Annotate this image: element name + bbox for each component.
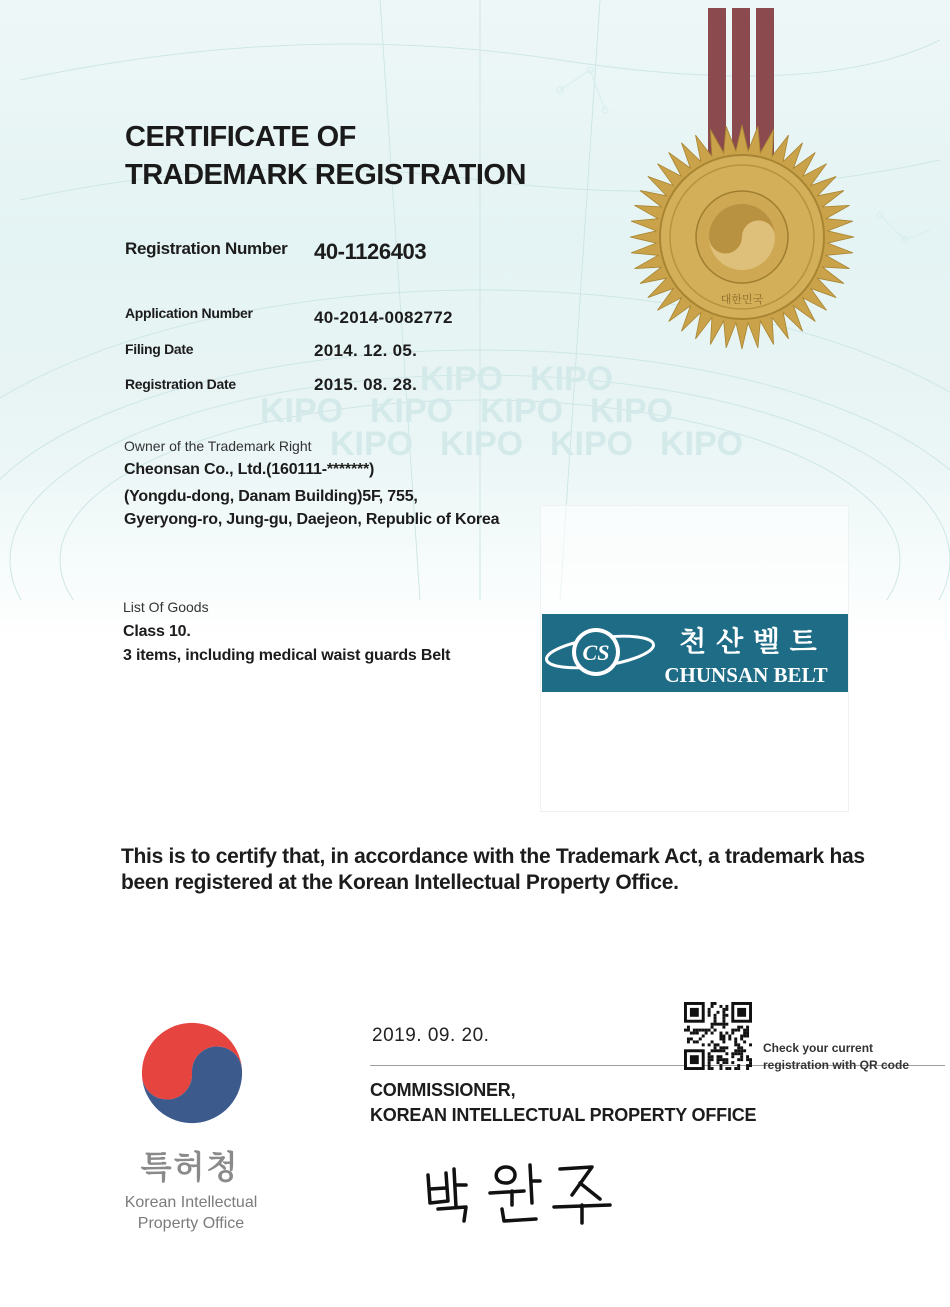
- certification-statement: This is to certify that, in accordance with the Trademark Act, a trademark has been registered at the Korean Intellectual Property Office.: [121, 845, 865, 894]
- commissioner-line-2: KOREAN INTELLECTUAL PROPERTY OFFICE: [370, 1105, 757, 1125]
- title-line-2: TRADEMARK REGISTRATION: [125, 159, 526, 191]
- watermark-text: KIPO: [330, 425, 414, 463]
- application-number-label: Application Number: [125, 305, 253, 321]
- application-number: 40-2014-0082772: [314, 308, 453, 327]
- issue-date: 2019. 09. 20.: [372, 1025, 490, 1046]
- watermark-text: KIPO: [550, 425, 634, 463]
- goods-label: List Of Goods: [123, 599, 209, 615]
- watermark-text: KIPO: [660, 425, 744, 463]
- watermark-text: KIPO: [530, 360, 614, 398]
- trademark-korean-name: 천 산 벨 트: [679, 625, 817, 658]
- qr-code[interactable]: [684, 1002, 752, 1070]
- kipo-korean-name: 특허청: [140, 1149, 240, 1185]
- title-line-1: CERTIFICATE OF: [125, 121, 356, 153]
- watermark-text: KIPO: [370, 392, 454, 430]
- owner-name: Cheonsan Co., Ltd.(160111-*******): [124, 461, 375, 478]
- trademark-english-name: CHUNSAN BELT: [664, 663, 828, 687]
- watermark-text: KIPO: [260, 392, 344, 430]
- trademark-logo-letters: CS: [582, 640, 610, 665]
- watermark-text: KIPO: [440, 425, 524, 463]
- seal-inscription: 대한민국: [720, 293, 764, 306]
- qr-instructions: [763, 1040, 909, 1074]
- registration-number: 40-1126403: [314, 239, 427, 264]
- kipo-name-line-2: Property Office: [137, 1215, 245, 1232]
- registration-date-label: Registration Date: [125, 376, 236, 392]
- watermark-text: KIPO: [480, 392, 564, 430]
- owner-address-line-2: Gyeryong-ro, Jung-gu, Daejeon, Republic of Korea: [124, 511, 500, 528]
- filing-date-label: Filing Date: [125, 341, 194, 357]
- owner-address-line-1: (Yongdu-dong, Danam Building)5F, 755,: [124, 488, 418, 505]
- kipo-english-name: [112, 1192, 270, 1234]
- goods-items: 3 items, including medical waist guards Belt: [123, 647, 451, 664]
- qr-instructions-line-1: Check your current: [763, 1041, 874, 1055]
- qr-instructions-line-2: registration with QR code: [763, 1058, 910, 1072]
- filing-date: 2014. 12. 05.: [314, 341, 418, 360]
- watermark-text: KIPO: [420, 360, 504, 398]
- gold-seal: [630, 0, 860, 350]
- certificate-title: [125, 118, 526, 194]
- owner-label: Owner of the Trademark Right: [124, 438, 312, 454]
- trademark-banner: [542, 614, 848, 692]
- commissioner-signature: [420, 1155, 620, 1225]
- kipo-name-line-1: Korean Intellectual: [124, 1194, 258, 1211]
- watermark-text: KIPO: [590, 392, 674, 430]
- goods-class: Class 10.: [123, 623, 191, 640]
- registration-number-label: Registration Number: [125, 239, 288, 258]
- kipo-taegeuk-emblem: [137, 1018, 247, 1128]
- commissioner-line-1: COMMISSIONER,: [370, 1080, 516, 1100]
- commissioner-title: [370, 1078, 756, 1128]
- registration-date: 2015. 08. 28.: [314, 375, 418, 394]
